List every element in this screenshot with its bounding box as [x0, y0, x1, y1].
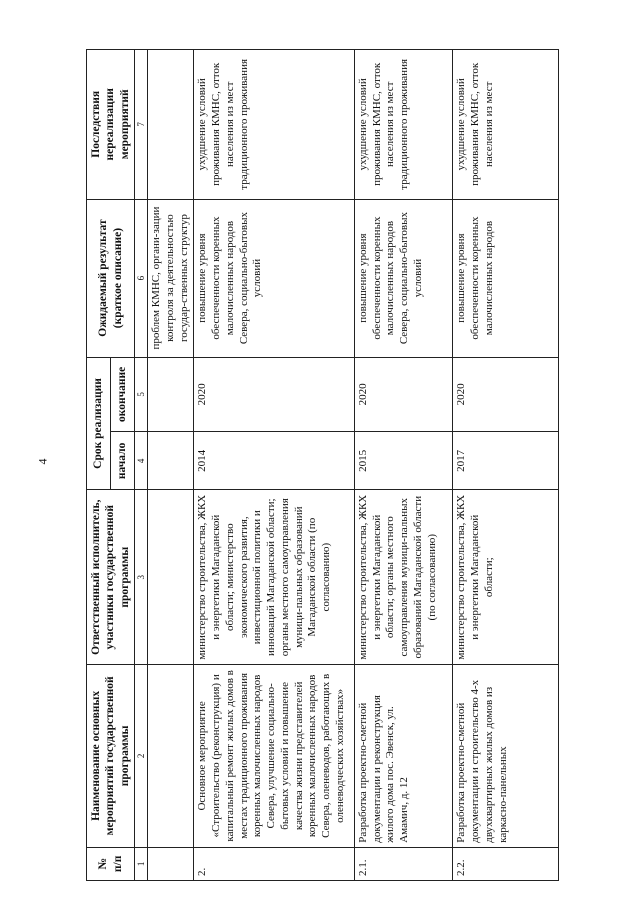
table-row	[148, 50, 194, 881]
measure-name	[148, 664, 194, 847]
start-year: 2014	[194, 432, 354, 490]
column-index: 6	[135, 199, 148, 357]
end-year: 2020	[194, 357, 354, 432]
header-result: Ожидаемый результат (краткое описание)	[87, 199, 135, 357]
end-year: 2020	[453, 357, 559, 432]
rotated-page-content	[86, 49, 550, 881]
expected-result: повышение уровня обеспеченности коренных малочисленных народов Севера, социально-бытовых условий	[354, 199, 453, 357]
expected-result: повышение уровня обеспеченности коренных малочисленных народов	[453, 199, 559, 357]
executor-cell: министерство строительства, ЖКХ и энергетики Магаданской области; органы местного самоуправления муници-пальных образований Магаданской области (по согласованию)	[354, 490, 453, 665]
measure-name: Разработка проектно-сметной документации и строительство 4-х двухквартирных жилых домов из каркасно-панельных	[453, 664, 559, 847]
header-name: Наименование основных мероприятий государственной программы	[87, 664, 135, 847]
column-index: 7	[135, 50, 148, 200]
table-row	[354, 50, 453, 881]
measure-name: Основное мероприятие «Строительство (реконструкция) и капитальный ремонт жилых домов в местах традиционного проживания коренных малочисленных народов Севера, улучшение социально-бытовых условий и повышение качества жизни представителей коренных малочисленных народов Севера, оленеводов, работающих в оленеводческих хозяйствах»	[194, 664, 354, 847]
row-number: 2.2.	[453, 847, 559, 880]
programme-measures-table	[86, 49, 559, 881]
table-row	[453, 50, 559, 881]
expected-result: проблем КМНС, органи-зации контроля за деятельностью государ-ственных структур	[148, 199, 194, 357]
header-end: окончание	[111, 357, 135, 432]
row-number	[148, 847, 194, 880]
header-executor: Ответственный исполнитель, участники государственной программы	[87, 490, 135, 665]
consequences-cell: ухудшение условий проживания КМНС, отток населения из мест традиционного проживания	[354, 50, 453, 200]
column-index: 2	[135, 664, 148, 847]
column-index: 3	[135, 490, 148, 665]
page-number: 4	[35, 458, 50, 465]
consequences-cell	[148, 50, 194, 200]
start-year: 2015	[354, 432, 453, 490]
header-num: № п/п	[87, 847, 135, 880]
column-index: 5	[135, 357, 148, 432]
header-consequences: Последствия нереализации мероприятий	[87, 50, 135, 200]
executor-cell	[148, 490, 194, 665]
start-year: 2017	[453, 432, 559, 490]
header-period: Срок реализации	[87, 357, 111, 490]
end-year	[148, 357, 194, 432]
table-row	[194, 50, 354, 881]
executor-cell: министерство строительства, ЖКХ и энергетики Магаданской области; министерство экономического развития, инвестиционной политики и инноваций Магаданской области; органы местного самоуправления муници-пальных образований Магаданской области (по согласованию)	[194, 490, 354, 665]
row-number: 2.	[194, 847, 354, 880]
consequences-cell: ухудшение условий проживания КМНС, отток населения из мест традиционного проживания	[194, 50, 354, 200]
end-year: 2020	[354, 357, 453, 432]
column-index: 4	[135, 432, 148, 490]
row-number: 2.1.	[354, 847, 453, 880]
start-year	[148, 432, 194, 490]
measure-name: Разработка проектно-сметной документации и реконструкция жилого дома пос. Эвенск, ул. Амамич, д. 12	[354, 664, 453, 847]
column-index: 1	[135, 847, 148, 880]
executor-cell: министерство строительства, ЖКХ и энергетики Магаданской области;	[453, 490, 559, 665]
header-start: начало	[111, 432, 135, 490]
expected-result: повышение уровня обеспеченности коренных малочисленных народов Севера, социально-бытовых условий	[194, 199, 354, 357]
consequences-cell: ухудшение условий проживания КМНС, отток населения из мест	[453, 50, 559, 200]
